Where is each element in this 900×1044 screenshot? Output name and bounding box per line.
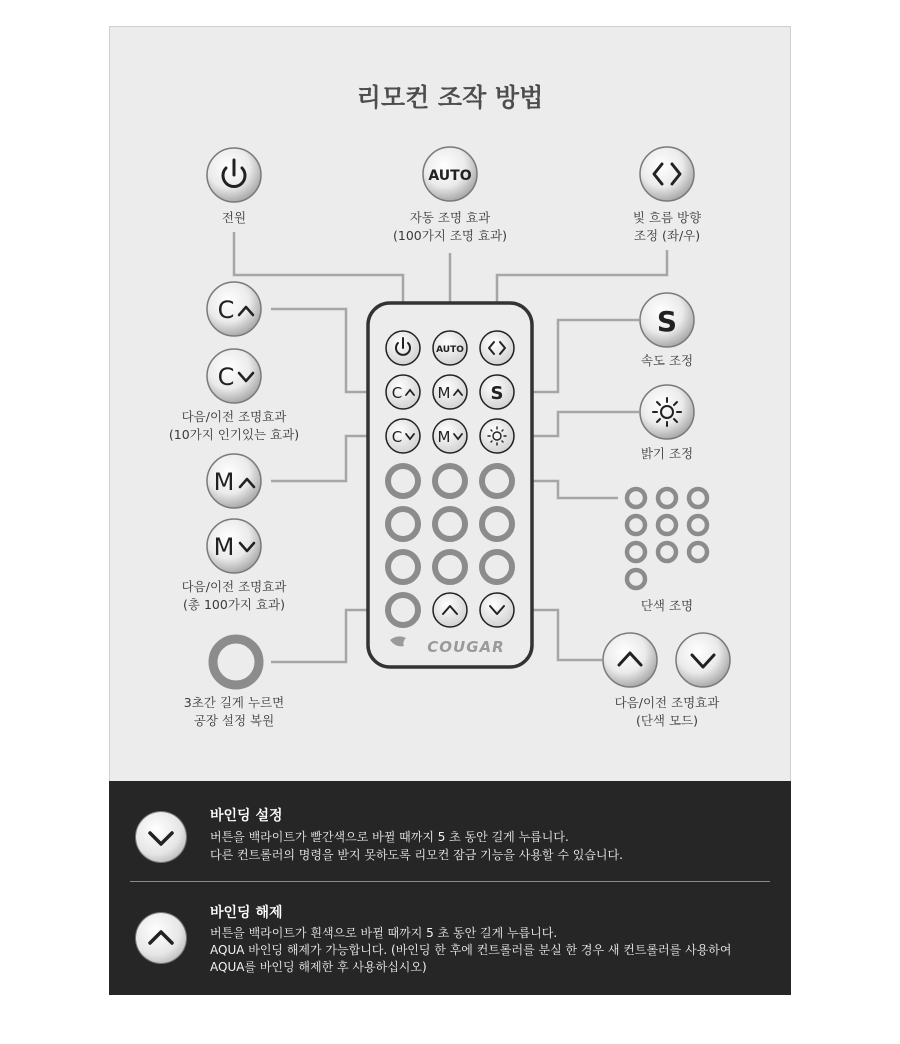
remote-speed-button[interactable] [480, 375, 514, 409]
solid-label: 단색 조명 [640, 598, 694, 613]
remote-mode-next-button[interactable] [433, 375, 467, 409]
page-title: 리모컨 조작 방법 [356, 83, 544, 112]
auto-label-line2: (100가지 조명 효과) [392, 228, 508, 243]
solid-mode-label-line2: (단색 모드) [635, 713, 699, 728]
remote-solid-prev-button[interactable] [433, 593, 467, 627]
mode-prev-button-large[interactable] [207, 519, 261, 573]
color-c-label: C [391, 428, 403, 446]
direction-label-line1: 빛 흐름 방향 [632, 210, 702, 225]
m-effect-label-line2: (총 100가지 효과) [183, 597, 285, 612]
remote-direction-button[interactable] [480, 331, 514, 365]
remote-color-prev-button[interactable] [386, 419, 420, 453]
solid-mode-label-line1: 다음/이전 조명효과 [614, 695, 720, 710]
mode-m-label: M [213, 468, 235, 496]
mode-next-button-large[interactable] [207, 454, 261, 508]
direction-label-line2: 조정 (좌/우) [633, 228, 701, 243]
power-button-large[interactable] [207, 148, 261, 202]
color-c-label: C [391, 384, 403, 402]
reset-label-line2: 공장 설정 복원 [193, 713, 275, 728]
c-effect-label-line1: 다음/이전 조명효과 [181, 409, 287, 424]
speed-label: S [656, 305, 678, 338]
remote-mode-prev-button[interactable] [433, 419, 467, 453]
binding-desc-line2: 다른 컨트롤러의 명령을 받지 못하도록 리모컨 잠금 기능을 사용할 수 있습니다. [210, 848, 623, 862]
mode-m-label: M [437, 428, 451, 446]
mode-m-label: M [213, 533, 235, 561]
binding-title: 바인딩 설정 [210, 808, 283, 824]
m-effect-label-line1: 다음/이전 조명효과 [181, 579, 287, 594]
color-prev-button-large[interactable] [207, 349, 261, 403]
unbinding-button[interactable] [136, 913, 186, 963]
speed-label: S [490, 383, 504, 404]
color-next-button-large[interactable] [207, 282, 261, 336]
unbinding-desc-line1: 버튼을 백라이트가 흰색으로 바뀔 때까지 5 초 동안 길게 누릅니다. [210, 926, 558, 940]
remote-auto-button[interactable] [433, 331, 467, 365]
remote-solid-next-button[interactable] [480, 593, 514, 627]
speed-label-text: 속도 조정 [640, 353, 694, 368]
auto-label: AUTO [428, 168, 472, 184]
auto-button-large[interactable] [423, 147, 477, 201]
color-c-label: C [217, 363, 235, 391]
unbinding-desc-line3: AQUA를 바인딩 해제한 후 사용하십시오) [210, 960, 427, 974]
chevron-down-icon [136, 812, 186, 862]
binding-desc-line1: 버튼을 백라이트가 빨간색으로 바뀔 때까지 5 초 동안 길게 누릅니다. [210, 830, 569, 844]
brand-name: COUGAR [427, 638, 505, 656]
solid-prev-button-large[interactable] [603, 633, 657, 687]
remote-brightness-button[interactable] [480, 419, 514, 453]
solid-color-rings [627, 489, 707, 588]
reset-button-large[interactable] [213, 639, 259, 685]
power-label: 전원 [221, 210, 247, 225]
remote-color-next-button[interactable] [386, 375, 420, 409]
speed-button-large[interactable] [640, 293, 694, 347]
auto-label-line1: 자동 조명 효과 [409, 210, 491, 225]
remote-power-button[interactable] [386, 331, 420, 365]
brightness-label-text: 밝기 조정 [640, 446, 694, 461]
solid-next-button-large[interactable] [676, 633, 730, 687]
unbinding-desc-line2: AQUA 바인딩 해제가 가능합니다. (바인딩 한 후에 컨트롤러를 분실 한 경우 새 컨트롤러를 사용하여 [210, 943, 732, 957]
c-effect-label-line2: (10가지 인기있는 효과) [168, 427, 300, 442]
auto-label: AUTO [436, 345, 464, 355]
brightness-button-large[interactable] [640, 385, 694, 439]
color-c-label: C [217, 296, 235, 324]
binding-divider [130, 881, 770, 882]
unbinding-title: 바인딩 해제 [210, 905, 283, 921]
chevron-up-icon [136, 913, 186, 963]
mode-m-label: M [437, 384, 451, 402]
direction-button-large[interactable] [640, 147, 694, 201]
reset-label-line1: 3초간 길게 누르면 [183, 695, 285, 710]
binding-button[interactable] [136, 812, 186, 862]
